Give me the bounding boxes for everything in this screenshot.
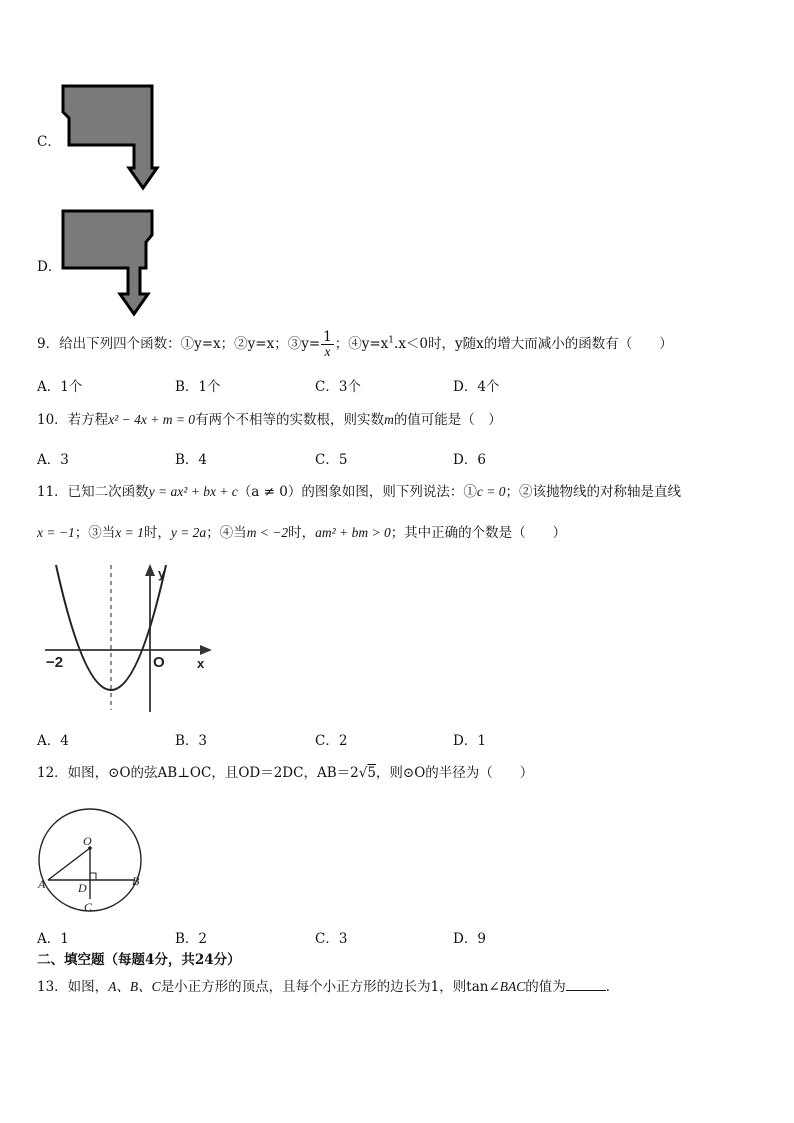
option-c-label: C．: [37, 134, 61, 150]
section-2-title: 二、填空题（每题4分，共24分）: [37, 952, 241, 968]
option-d[interactable]: D．9: [453, 931, 486, 947]
circle-figure: [36, 805, 146, 915]
question-13-stem: 13．如图，A、B、C是小正方形的顶点，且每个小正方形的边长为1，则tan∠BAC的值为 ．: [37, 979, 620, 995]
option-b[interactable]: B．4: [175, 452, 208, 468]
sqrt-sign: √: [358, 765, 368, 781]
option-d[interactable]: D．1: [453, 733, 486, 749]
option-b[interactable]: B．2: [175, 931, 208, 947]
answer-blank[interactable]: [566, 978, 606, 991]
label-x-axis: x: [197, 656, 205, 671]
option-b[interactable]: B．3: [175, 733, 208, 749]
label-o: O: [83, 834, 92, 848]
option-a[interactable]: A．4: [37, 733, 69, 749]
option-a[interactable]: A．1: [37, 931, 69, 947]
option-d[interactable]: D．6: [453, 452, 486, 468]
option-a[interactable]: A．3: [37, 452, 69, 468]
option-d-figure: [0, 0, 794, 330]
label-c: C: [84, 900, 93, 914]
label-a: A: [38, 877, 46, 891]
option-c[interactable]: C．3: [315, 931, 348, 947]
question-9-stem: 9．给出下列四个函数：①y=x；②y=x；③y= $\frac{1}{x}$ ；$④y=x^1.x<0$时，y随x的增大而减小的函数有（ ）: [37, 329, 673, 359]
label-d: D: [78, 881, 87, 895]
option-d-label: D．: [37, 259, 62, 275]
option-b[interactable]: B．1个: [175, 379, 221, 395]
option-d[interactable]: D．4个: [453, 379, 500, 395]
option-c[interactable]: C．2: [315, 733, 348, 749]
option-c[interactable]: C．5: [315, 452, 348, 468]
question-12-stem: 12．如图，⊙O的弦AB⊥OC，且OD＝2DC，AB＝2√5，则⊙O的半径为（ ）: [37, 765, 534, 781]
option-c[interactable]: C．3个: [315, 379, 361, 395]
label-origin: O: [153, 654, 165, 671]
option-a[interactable]: A．1个: [37, 379, 83, 395]
label-neg2: −2: [46, 654, 64, 671]
parabola-graph: [40, 560, 215, 715]
question-11-stem-line2: x = −1；③当x = 1时，y = 2a；④当m < −2时，am² + bm > 0；其中正确的个数是（ ）: [37, 525, 567, 541]
label-y-axis: y: [158, 566, 166, 581]
fraction: $\frac{1}{x}$: [323, 329, 332, 359]
label-b: B: [132, 874, 140, 888]
question-11-stem-line1: 11．已知二次函数y = ax² + bx + c（a ≠ 0）的图象如图，则下列说法：①c = 0；②该抛物线的对称轴是直线: [37, 484, 681, 500]
question-10-stem: 10．若方程x² − 4x + m = 0有两个不相等的实数根，则实数m的值可能是（ ）: [37, 412, 502, 428]
